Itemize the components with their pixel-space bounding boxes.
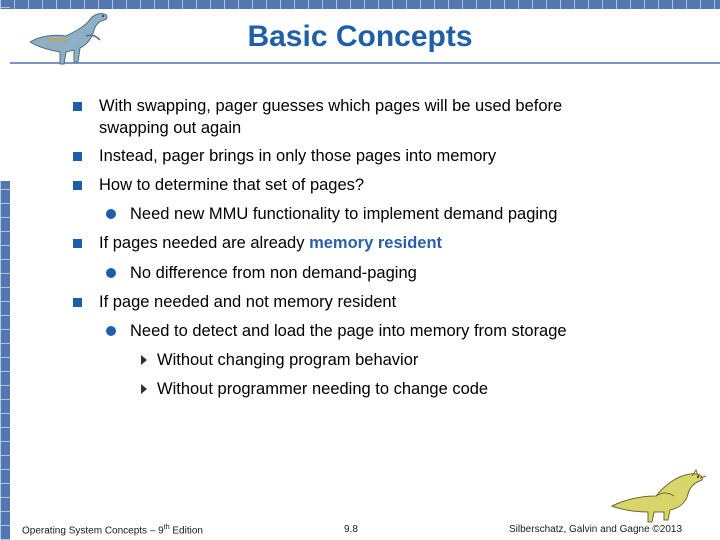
highlight-text: memory resident [309,234,443,252]
square-bullet-icon [73,298,82,307]
bullet-text: How to determine that set of pages? [99,176,365,194]
square-bullet-icon [73,181,82,190]
slide-title: Basic Concepts [247,20,473,53]
title-divider [10,62,720,64]
bullet-text: If pages needed are already [99,234,310,252]
round-bullet-icon [106,268,116,278]
bullet-text: Without changing program behavior [157,351,419,369]
bullet-text: Need to detect and load the page into memory from storage [130,322,567,340]
arrow-bullet-icon [141,384,147,394]
bullet-text: swapping out again [99,119,242,137]
dinosaur-corner-icon [610,466,714,524]
arrow-bullet-icon [141,355,147,365]
bullet-text: Need new MMU functionality to implement demand paging [130,205,558,223]
footer-page-number: 9.8 [344,524,358,535]
footer-book-title: Operating System Concepts – 9th Edition [22,524,203,537]
square-bullet-icon [73,102,82,111]
bullet-text: If page needed and not memory resident [99,293,397,311]
footer-copyright: Silberschatz, Galvin and Gagne ©2013 [509,524,683,535]
round-bullet-icon [106,326,116,336]
bullet-text: Without programmer needing to change code [157,380,489,398]
bullet-text: Instead, pager brings in only those pages into memory [99,147,497,165]
round-bullet-icon [106,209,116,219]
bullet-text: No difference from non demand-paging [130,264,417,282]
square-bullet-icon [73,152,82,161]
square-bullet-icon [73,239,82,248]
bullet-text: With swapping, pager guesses which pages will be used before [99,97,563,115]
